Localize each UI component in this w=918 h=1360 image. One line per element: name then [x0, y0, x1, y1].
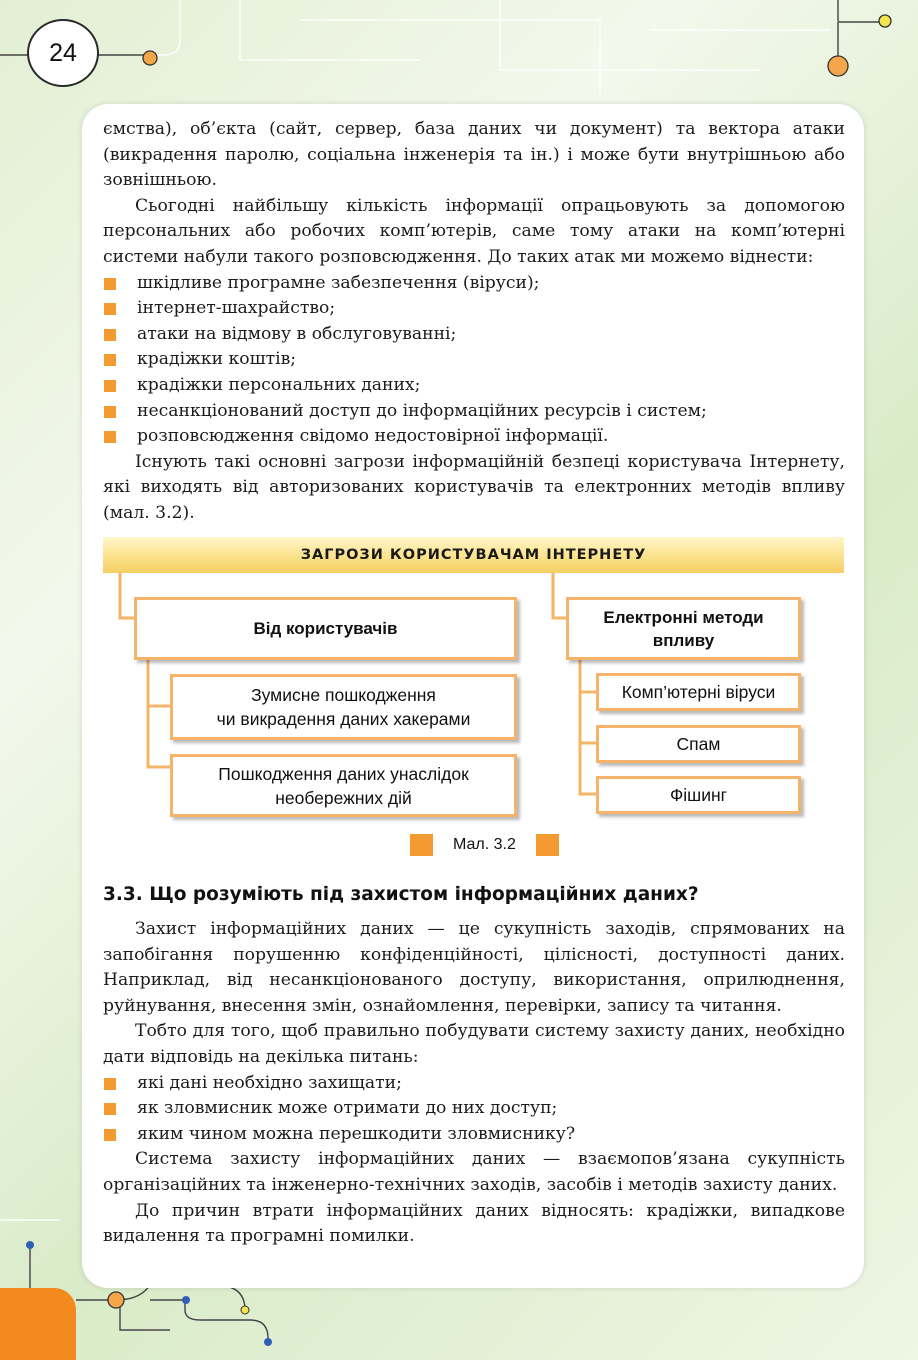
caption-text: Мал. 3.2 — [453, 836, 516, 853]
right-head-line: впливу — [652, 630, 715, 650]
diagram-right-item — [596, 673, 801, 711]
left-item-line: чи викрадення даних хакерами — [216, 709, 471, 729]
diagram-left-head — [134, 597, 517, 660]
list-item: крадіжки коштів; — [103, 347, 845, 373]
diagram-right-item — [596, 725, 801, 763]
diagram-left-item — [170, 754, 517, 817]
left-item-line: необережних дій — [275, 787, 412, 808]
diagram-left-item — [170, 674, 517, 740]
paragraph: Захист інформаційних даних — це сукупність заходів, спрямованих на запобігання порушенню конфіденційності, цілісності, доступності даних. Наприклад, від несанкціонованого доступу, використання, оприлюднення, руйнування, внесення змін, ознайомлення, перевірки, запису та читання. — [103, 919, 845, 1016]
paragraph: Тобто для того, щоб правильно побудувати систему захисту даних, необхідно дати відповідь на декілька питань: — [103, 1021, 845, 1067]
diagram-right-item — [596, 776, 801, 814]
diagram-right-head — [566, 597, 801, 660]
list-item: інтернет-шахрайство; — [103, 296, 845, 322]
right-item-label: Комп’ютерні віруси — [621, 682, 776, 702]
right-item-label: Фішинг — [669, 785, 728, 805]
figure-caption — [410, 833, 559, 857]
paragraph: ємства), об’єкта (сайт, сервер, база даних чи документ) та вектора атаки (викрадення паролю, соціальна інженерія та ін.) і може бути внутрішньою або зовнішньою. — [103, 119, 845, 191]
right-head-label — [603, 606, 763, 652]
list-item: які дані необхідно захищати; — [103, 1071, 845, 1097]
paragraph: Сьогодні найбільшу кількість інформації опрацьовують за допомогою персональних або робочих комп’ютерів, саме тому атаки на комп’ютерні системи набули такого розповсюдження. До таких атак ми можемо віднести: — [103, 195, 845, 267]
list-item: розповсюдження свідомо недостовірної інформації. — [103, 424, 845, 450]
orange-corner-decoration — [0, 1288, 76, 1360]
caption-square-icon — [536, 834, 559, 856]
left-head-label: Від користувачів — [253, 619, 398, 638]
section-title: 3.3. Що розуміють під захистом інформаційних даних? — [103, 884, 699, 905]
diagram-title: ЗАГРОЗИ КОРИСТУВАЧАМ ІНТЕРНЕТУ — [103, 537, 844, 573]
paragraph: Існують такі основні загрози інформаційній безпеці користувача Інтернету, які виходять від авторизованих користувачів та електронних методів впливу (мал. 3.2). — [103, 451, 845, 523]
right-item-label: Спам — [676, 734, 721, 754]
text-block-top — [103, 117, 845, 527]
list-item: шкідливе програмне забезпечення (віруси); — [103, 271, 845, 297]
left-item-line: Зумисне пошкодження — [251, 685, 436, 705]
paragraph: До причин втрати інформаційних даних відносять: крадіжки, випадкове видалення та програмні помилки. — [103, 1200, 845, 1247]
list-item: як зловмисник може отримати до них доступ; — [103, 1096, 845, 1122]
page-number: 24 — [27, 19, 99, 87]
caption-square-icon — [410, 834, 433, 856]
right-head-line: Електронні методи — [603, 607, 764, 627]
paragraph: Система захисту інформаційних даних — взаємопов’язана сукупність організаційних та інженерно-технічних заходів, засобів і методів захисту даних. — [103, 1149, 845, 1195]
list-item: атаки на відмову в обслуговуванні; — [103, 322, 845, 348]
text-block-section — [103, 917, 845, 1250]
list-item: яким чином можна перешкодити зловмиснику? — [103, 1122, 845, 1148]
left-item-line: Пошкодження даних унаслідок — [218, 763, 469, 784]
list-item: крадіжки персональних даних; — [103, 373, 845, 399]
list-item: несанкціонований доступ до інформаційних ресурсів і систем; — [103, 399, 845, 425]
